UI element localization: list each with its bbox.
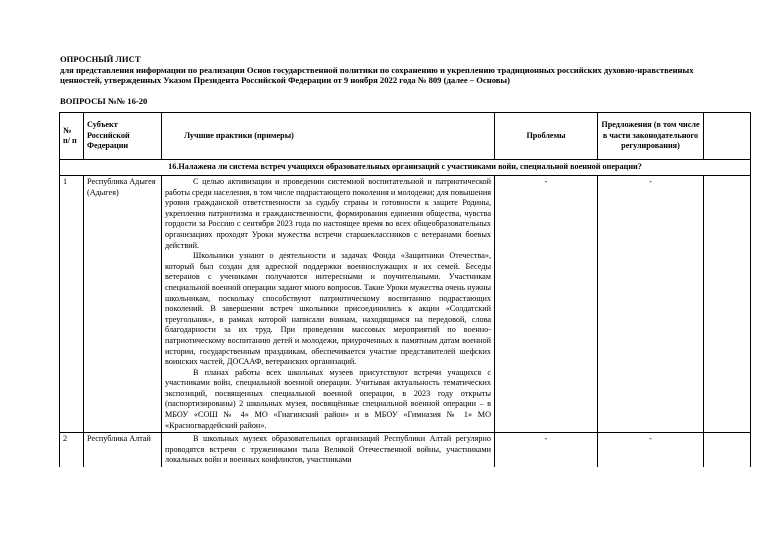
- row-problems: -: [495, 433, 598, 467]
- header-practices: Лучшие практики (примеры): [162, 113, 495, 160]
- question-text: 16.Налажена ли система встреч учащихся образовательных организаций с участниками войн, специальной военной операции?: [60, 160, 751, 176]
- row-practices: [162, 176, 495, 433]
- document-subtitle: для представления информации по реализации Основ государственной политики по сохранению и укреплению традиционных российских духовно-нравственных ценностей, утвержденных Указом Президента Российской Федерации от 9 ноября 2022 года № 809 (далее – Основы): [60, 64, 694, 86]
- practice-paragraph: Школьники узнают о деятельности и задачах Фонда «Защитники Отечества», который был создан для адресной поддержки военнослужащих и их семей. Беседы ветеранов с учениками получаются интересными и поучительными. Участникам специальной военной операции задают много вопросов. Такие Уроки мужества очень нужны школьникам, поскольку способствуют патриотическому воспитанию подрастающих поколений. В завершении встреч школьники присоединились к акции «Солдатский треугольник», в рамках которой написали воинам, находящимся на передовой, слова благодарности за их труд. При проведении массовых мероприятий по военно-патриотическому воспитанию детей и молодежи, приуроченных к памятным датам военной истории, государственным праздникам, обеспечивается участие представителей шефских воинских частей, ДОСААФ, ветеранских организаций.: [165, 251, 491, 367]
- header-problems: Проблемы: [495, 113, 598, 160]
- header-num: № п/ п: [60, 113, 84, 160]
- row-num: 2: [60, 433, 84, 467]
- document-title: ОПРОСНЫЙ ЛИСТ: [60, 54, 141, 64]
- row-problems: -: [495, 176, 598, 433]
- practice-paragraph: С целью активизации и проведении системной воспитательной и патриотической работы среди населения, в том числе подрастающего поколения и молодежи; для повышения уровня гражданской ответственности за судьбу страны и готовности к защите Родины, укрепления патриотизма и гражданственности, формирования единения общества, чувства гордости за Россию с сентября 2023 года по настоящее время во всех общеобразовательных организациях проходят Уроки мужества встречи старшеклассников с ветеранами боевых действий.: [165, 177, 491, 250]
- table-row: [60, 176, 751, 433]
- row-proposals: -: [598, 176, 704, 433]
- table-header-row: [60, 113, 751, 160]
- header-empty: [704, 113, 751, 160]
- table-row: [60, 433, 751, 467]
- row-proposals: -: [598, 433, 704, 467]
- practice-paragraph: В школьных музеях образовательных организаций Республики Алтай регулярно проводятся встречи с тружениками тыла Великой Отечественной войны, участниками локальных войн и военных конфликтов, участниками: [165, 434, 491, 465]
- section-heading: ВОПРОСЫ №№ 16-20: [60, 96, 148, 106]
- question-row: [60, 160, 751, 176]
- row-practices: [162, 433, 495, 467]
- header-subject: Субъект Российской Федерации: [84, 113, 162, 160]
- survey-table: [59, 112, 751, 467]
- row-num: 1: [60, 176, 84, 433]
- row-empty: [704, 176, 751, 433]
- row-empty: [704, 433, 751, 467]
- document-header: [60, 54, 720, 86]
- row-subject: Республика Адыгея (Адыгея): [84, 176, 162, 433]
- row-subject: Республика Алтай: [84, 433, 162, 467]
- header-proposals: Предложения (в том числе в части законодательного регулирования): [598, 113, 704, 160]
- practice-paragraph: В планах работы всех школьных музеев присутствуют встречи учащихся с участниками войн, специальной военной операции. Учитывая актуальность тематических экспозиций, посвященных специальной военной операции, в 2023 году открыты (паспортизированы) 2 школьных музея, посвящённые специальной военной операции – в МБОУ «СОШ № 4» МО «Гиагинский район» и в МБОУ «Гимназия № 1» МО «Красногвардейский район».: [165, 367, 491, 430]
